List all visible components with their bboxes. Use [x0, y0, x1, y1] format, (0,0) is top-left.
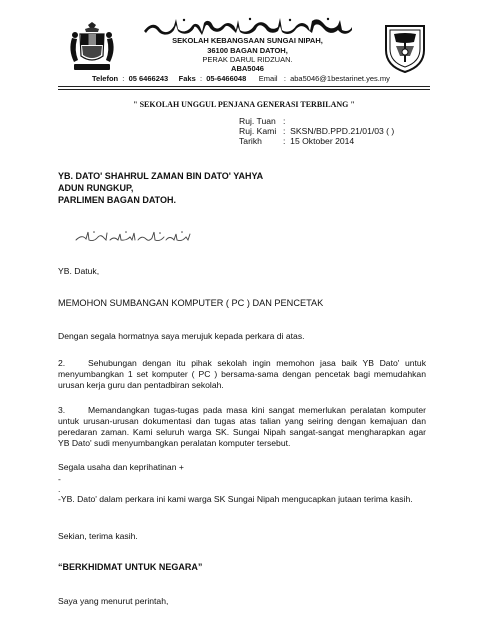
paragraph-3: Memandangkan tugas-tugas pada masa kini sangat memerlukan peralatan komputer untuk urusan-urusan dokumentasi dan tugas atas talian yang seiring dengan kemajuan dan peredaran zaman. Kami seluruh warga SK. Sungai Nipah sangat-sangat mengharapkan agar YB Dato' sudi menyumbangkan peralatan komputer tersebut. [58, 405, 426, 448]
school-crest-emblem [380, 22, 430, 74]
header-divider-top [58, 86, 430, 87]
spacer [248, 74, 256, 83]
ref-label: Tarikh [239, 136, 262, 146]
email-label: Email [258, 74, 278, 83]
salutation: YB. Datuk, [58, 266, 100, 276]
email-address[interactable]: aba5046@1bestarinet.yes.my [290, 74, 390, 83]
contact-line [92, 74, 412, 83]
ref-label: Ruj. Tuan [239, 116, 276, 126]
ref-value: 15 Oktober 2014 [290, 136, 355, 146]
paragraph-2-number: 2. [58, 358, 66, 368]
ref-label: Ruj. Kami [239, 126, 277, 136]
ref-colon: : [283, 116, 291, 126]
school-motto: " SEKOLAH UNGGUL PENJANA GENERASI TERBILANG " [133, 100, 355, 109]
calligraphy-banner [140, 14, 355, 36]
ref-colon: : [283, 136, 291, 146]
reference-block [239, 116, 439, 146]
school-code: ABA5046 [231, 64, 264, 73]
paragraph-4: Segala usaha dan keprihatinan + [58, 462, 184, 472]
recipient-constituency: PARLIMEN BAGAN DATOH. [58, 195, 176, 205]
paragraph-2: Sehubungan dengan itu pihak sekolah ingin memohon jasa baik YB Dato' untuk menyumbangkan 1 set komputer ( PC ) bersama-sama dengan pencetak bagi memudahkan urusan kerja guru dan pentadbiran sekolah. [58, 358, 426, 390]
recipient-block [58, 170, 438, 206]
malaysia-crest-emblem [66, 22, 118, 74]
stray-dot: . [58, 484, 61, 494]
recipient-name: YB. DATO' SHAHRUL ZAMAN BIN DATO' YAHYA [58, 171, 264, 181]
ref-row-tuan [239, 116, 439, 126]
state-line: PERAK DARUL RIDZUAN. [202, 55, 293, 64]
paragraph-opening: Dengan segala hormatnya saya merujuk kepada perkara di atas. [58, 331, 305, 341]
slogan: “BERKHIDMAT UNTUK NEGARA” [58, 562, 203, 572]
fax-label: Faks [178, 74, 196, 83]
closing-line: Saya yang menurut perintah, [58, 596, 169, 606]
stray-dash: - [58, 474, 61, 484]
spacer [170, 74, 176, 83]
recipient-title: ADUN RUNGKUP, [58, 183, 134, 193]
header-divider-bottom [58, 89, 430, 90]
paragraph-thanks: Sekian, terima kasih. [58, 531, 138, 541]
ref-colon: : [283, 126, 291, 136]
fax-separator: : [197, 74, 205, 83]
school-name: SEKOLAH KEBANGSAAN SUNGAI NIPAH, [172, 36, 323, 45]
phone-label: Telefon [92, 74, 119, 83]
fax-number: 05-6466048 [206, 74, 247, 83]
phone-separator: : [120, 74, 127, 83]
ref-row-tarikh [239, 136, 439, 146]
jawi-greeting-calligraphy [74, 228, 194, 244]
paragraph-5: -YB. Dato' dalam perkara ini kami warga SK Sungai Nipah mengucapkan jutaan terima kasih. [58, 494, 413, 504]
phone-number: 05 6466243 [128, 74, 169, 83]
letter-subject: MEMOHON SUMBANGAN KOMPUTER ( PC ) DAN PENCETAK [58, 298, 324, 308]
ref-value: SKSN/BD.PPD.21/01/03 ( ) [290, 126, 395, 136]
ref-row-kami [239, 126, 439, 136]
postcode-town: 36100 BAGAN DATOH, [207, 46, 288, 55]
email-separator: : [279, 74, 288, 83]
paragraph-3-number: 3. [58, 405, 66, 415]
